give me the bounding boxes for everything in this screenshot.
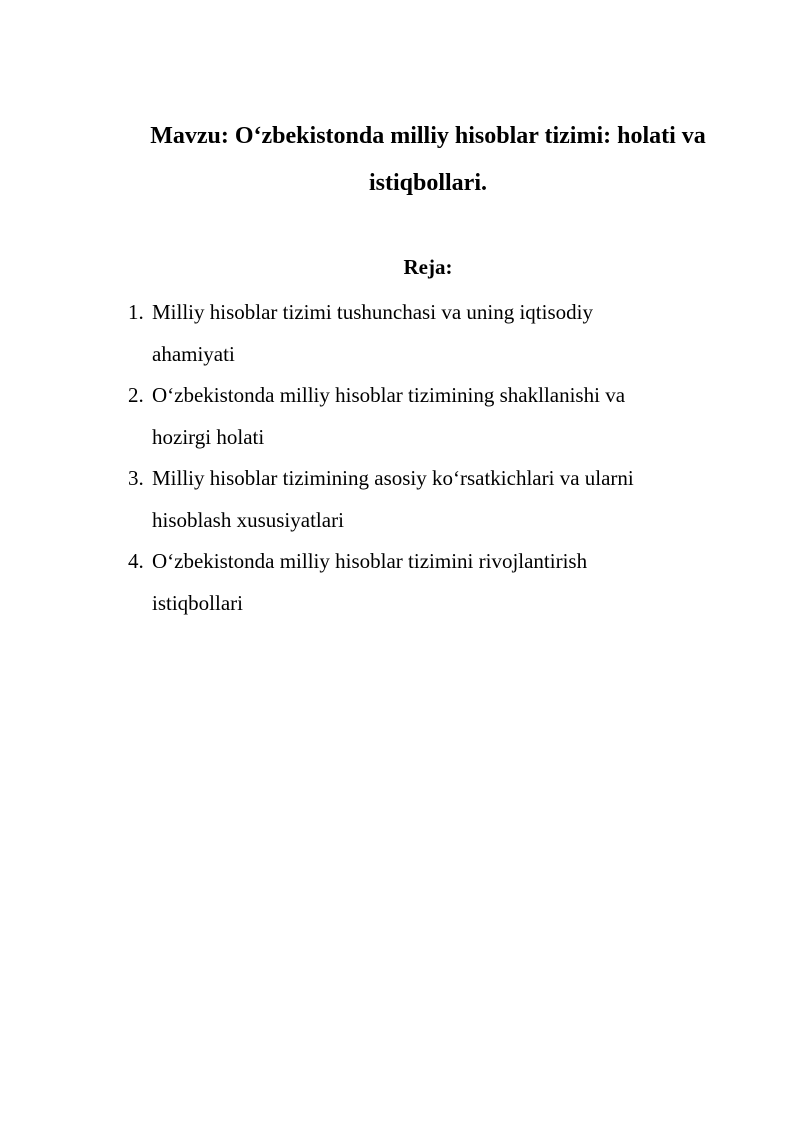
plan-heading: Reja: [403,255,453,279]
plan-item-number: 1. [128,300,144,324]
plan-item-number: 4. [128,549,144,573]
plan-list [112,292,712,624]
document-title [112,113,744,207]
plan-item-text-line: ahamiyati [152,341,235,366]
plan-item-1 [112,292,712,375]
plan-item-3 [112,458,712,541]
plan-item-4 [112,541,712,624]
plan-item-text-line: hozirgi holati [152,424,265,449]
plan-item-text-line: Milliy hisoblar tizimining asosiy ko‘rsatkichlari va ularni [152,466,634,490]
document-title-line-2: istiqbollari. [368,170,488,196]
plan-item-text-line: O‘zbekistonda milliy hisoblar tizimining shakllanishi va [152,383,626,407]
plan-item-text-line: istiqbollari [152,590,243,615]
plan-item-text-line: Milliy hisoblar tizimi tushunchasi va uning iqtisodiy [152,300,593,324]
plan-item-number: 2. [128,383,144,407]
plan-item-text-line: hisoblash xususiyatlari [152,507,344,532]
document-title-line-1: Mavzu: O‘zbekistonda milliy hisoblar tizimi: holati va [150,123,706,149]
plan-item-2 [112,375,712,458]
plan-item-text-line: O‘zbekistonda milliy hisoblar tizimini rivojlantirish [152,549,588,573]
plan-item-number: 3. [128,466,144,490]
